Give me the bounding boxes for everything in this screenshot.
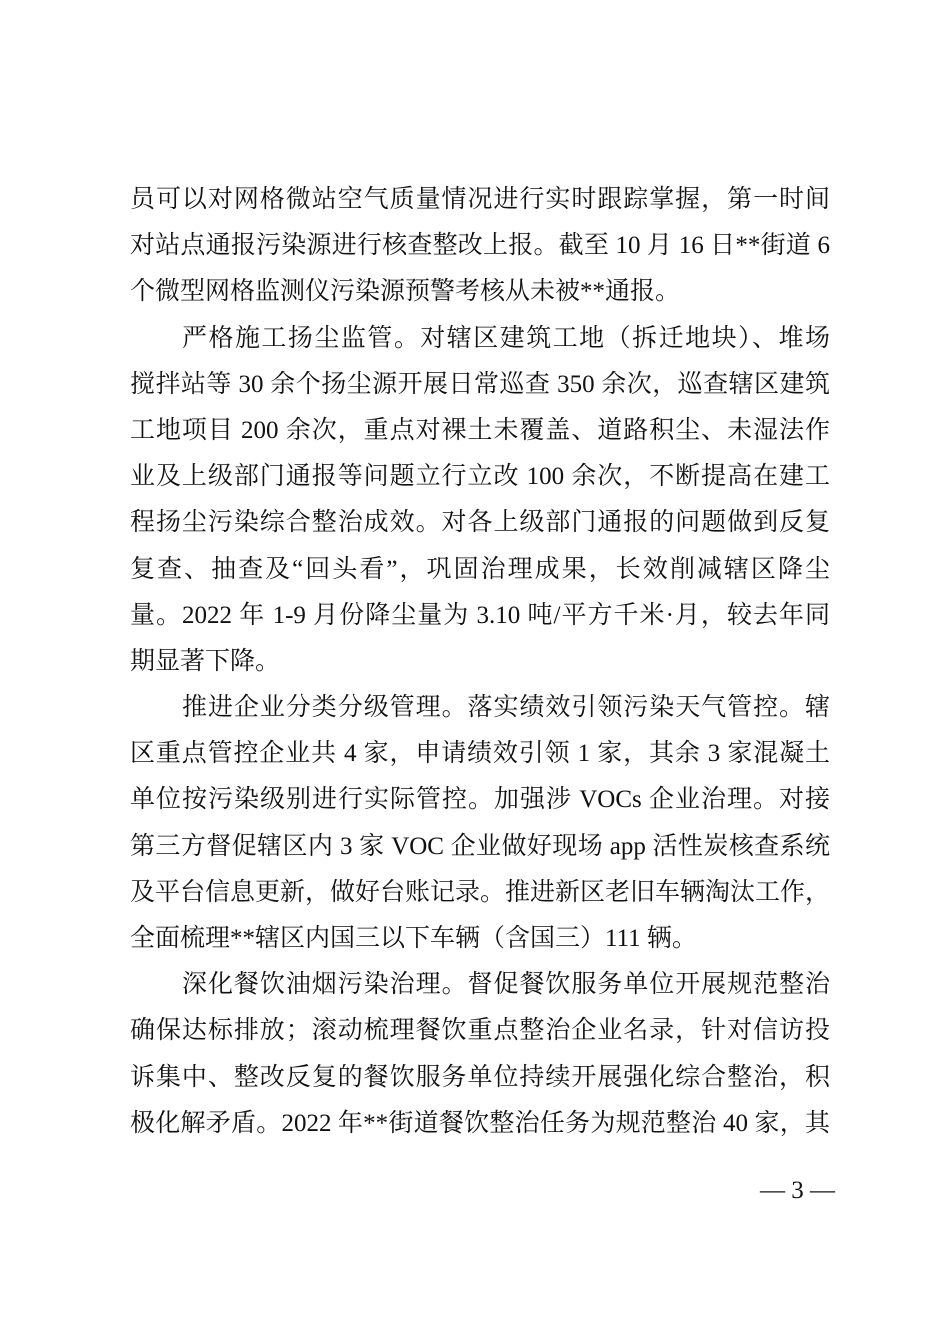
text-line: 复查、抽查及“回头看”，巩固治理成果，长效削减辖区降尘 xyxy=(130,555,830,583)
paragraph xyxy=(130,685,830,962)
text-line: 及平台信息更新，做好台账记录。推进新区老旧车辆淘汰工作， xyxy=(130,878,831,906)
paragraph xyxy=(130,177,830,316)
text-line: 量。2022 年 1-9 月份降尘量为 3.10 吨/平方千米·月，较去年同 xyxy=(130,601,830,629)
text-line: 第三方督促辖区内 3 家 VOC 企业做好现场 app 活性炭核查系统 xyxy=(130,832,830,860)
text-line: 对站点通报污染源进行核查整改上报。截至 10 月 16 日**街道 6 xyxy=(130,232,830,260)
text-line: 极化解矛盾。2022 年**街道餐饮整治任务为规范整治 40 家，其 xyxy=(130,1109,830,1137)
text-line: 全面梳理**辖区内国三以下车辆（含国三）111 辆。 xyxy=(130,925,697,952)
text-line: 工地项目 200 余次，重点对裸土未覆盖、道路积尘、未湿法作 xyxy=(130,416,830,444)
text-line: 区重点管控企业共 4 家，申请绩效引领 1 家，其余 3 家混凝土 xyxy=(130,740,830,768)
text-line: 期显著下降。 xyxy=(130,647,281,675)
page-number: — 3 — xyxy=(760,1177,835,1204)
paragraph xyxy=(130,316,830,686)
text-line: 业及上级部门通报等问题立行立改 100 余次，不断提高在建工 xyxy=(130,463,830,491)
text-line: 确保达标排放；滚动梳理餐饮重点整治企业名录，针对信访投 xyxy=(130,1017,830,1045)
text-line: 个微型网格监测仪污染源预警考核从未被**通报。 xyxy=(130,278,681,306)
text-line: 单位按污染级别进行实际管控。加强涉 VOCs 企业治理。对接 xyxy=(130,786,830,814)
text-line: 程扬尘污染综合整治成效。对各上级部门通报的问题做到反复 xyxy=(130,509,830,537)
text-line: 推进企业分类分级管理。落实绩效引领污染天气管控。辖 xyxy=(182,694,830,722)
text-line: 诉集中、整改反复的餐饮服务单位持续开展强化综合整治，积 xyxy=(130,1063,830,1091)
text-line: 员可以对网格微站空气质量情况进行实时跟踪掌握，第一时间 xyxy=(130,186,830,213)
text-line: 深化餐饮油烟污染治理。督促餐饮服务单位开展规范整治 xyxy=(182,971,830,999)
text-line: 搅拌站等 30 余个扬尘源开展日常巡查 350 余次，巡查辖区建筑 xyxy=(130,370,830,398)
document-body xyxy=(130,177,830,1147)
paragraph xyxy=(130,962,830,1147)
text-line: 严格施工扬尘监管。对辖区建筑工地（拆迁地块）、堆场 xyxy=(182,324,830,352)
